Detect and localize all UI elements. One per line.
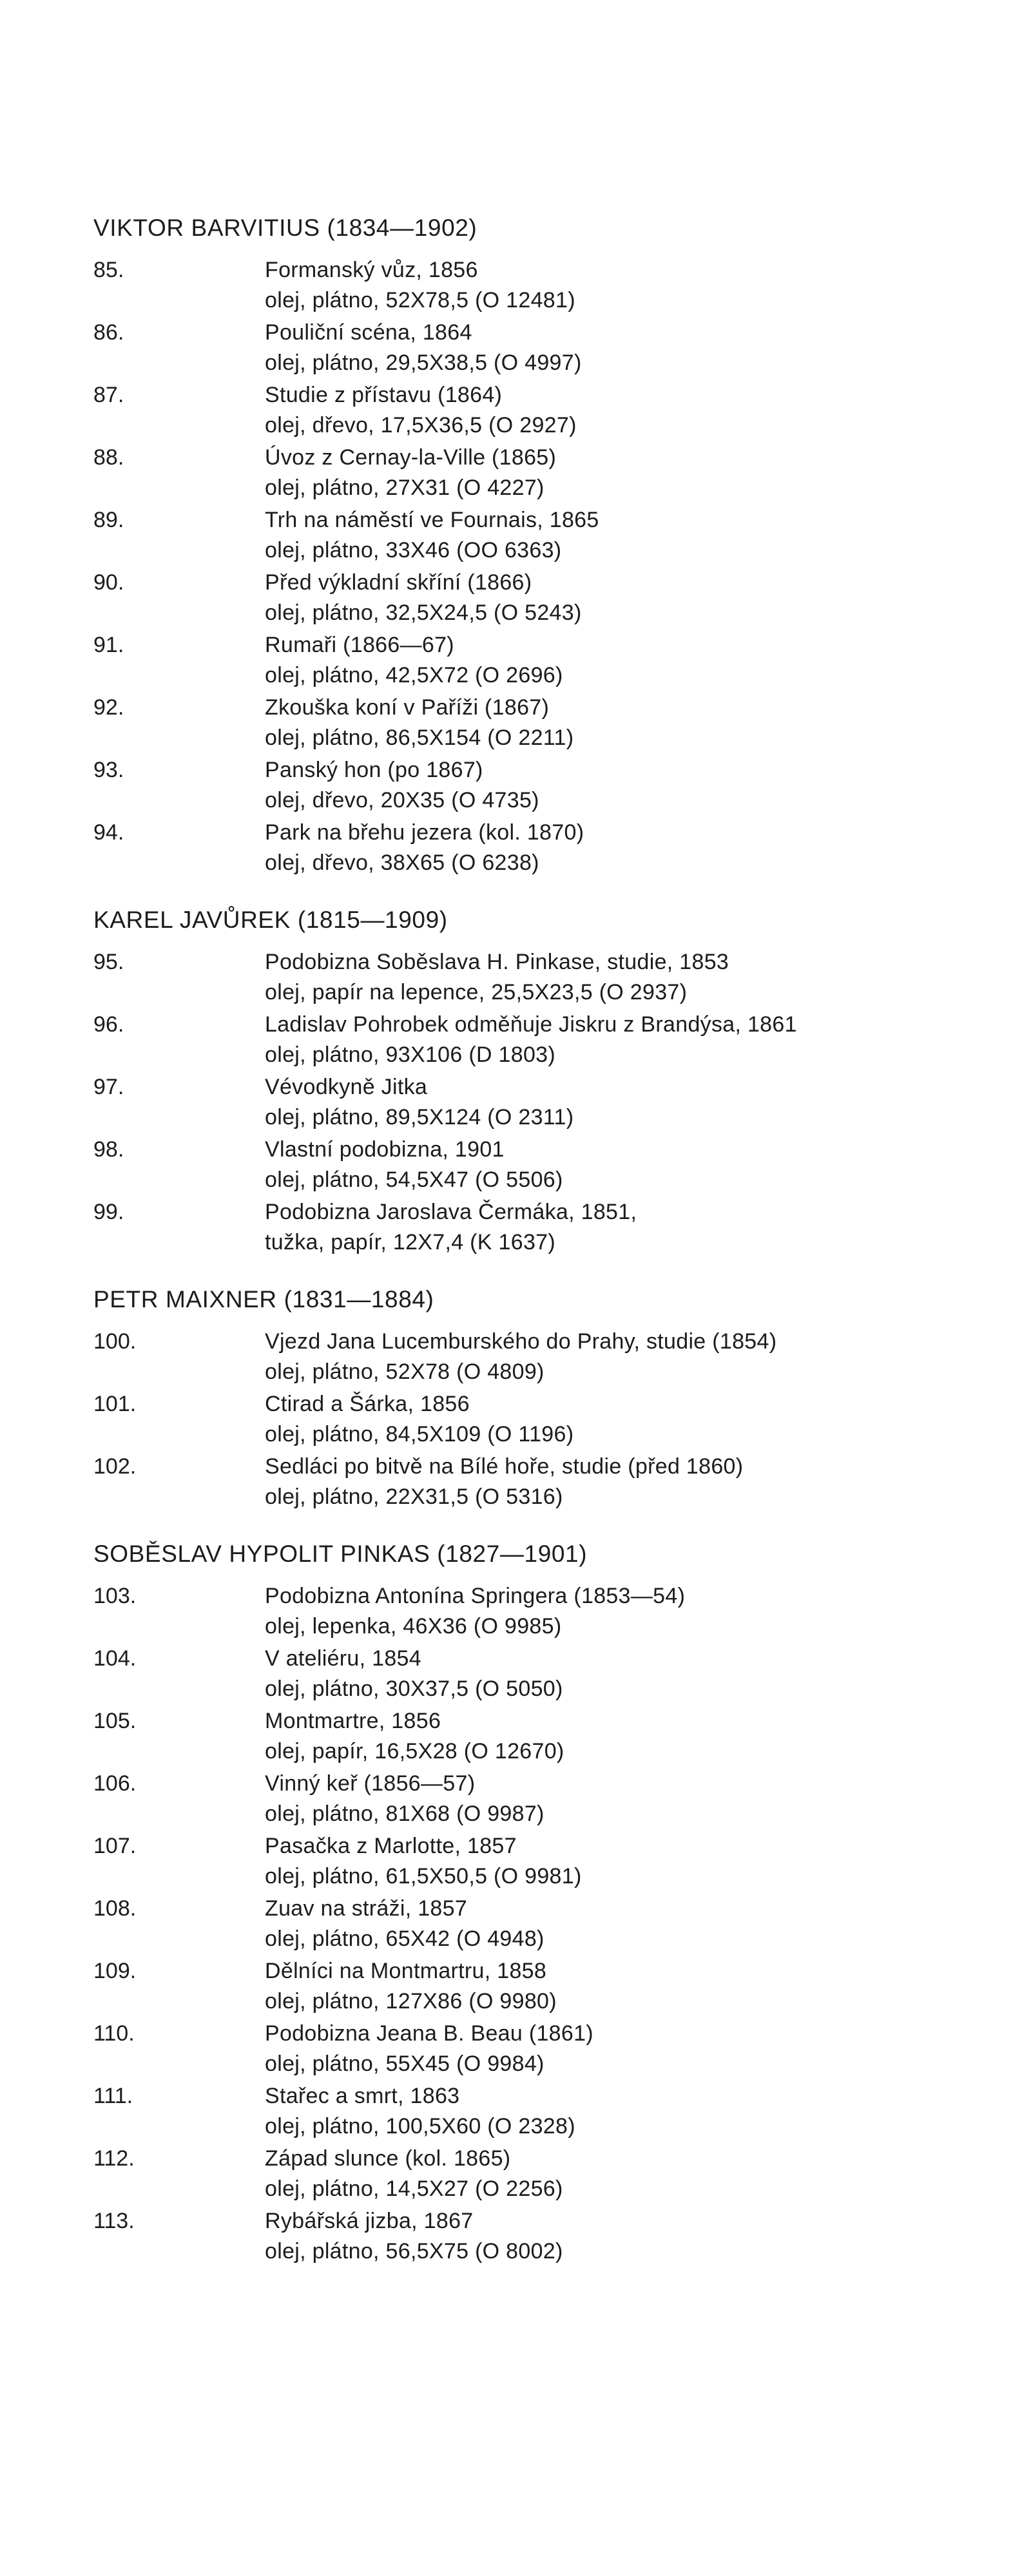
catalog-entry (93, 818, 957, 879)
entry-details: olej, plátno, 27X31 (O 4227) (265, 476, 544, 500)
entry-title: Podobizna Soběslava H. Pinkase, studie, 1853 (265, 950, 729, 974)
entry-number: 105. (93, 1709, 137, 1733)
artist-heading: PETR MAIXNER (1831—1884) (93, 1286, 434, 1312)
entry-details: olej, plátno, 65X42 (O 4948) (265, 1927, 544, 1951)
entry-title: Vinný keř (1856—57) (265, 1771, 476, 1796)
catalog-entry (93, 380, 957, 442)
entry-number: 100. (93, 1329, 137, 1354)
entry-title: Podobizna Jeana B. Beau (1861) (265, 2021, 593, 2046)
artist-heading: VIKTOR BARVITIUS (1834—1902) (93, 215, 477, 241)
entry-title: Západ slunce (kol. 1865) (265, 2146, 511, 2171)
entry-details: olej, lepenka, 46X36 (O 9985) (265, 1614, 562, 1639)
section-spacer (93, 880, 957, 905)
catalog-entry (93, 1452, 957, 1514)
catalog-entry (93, 1894, 957, 1956)
entry-details: olej, plátno, 89,5X124 (O 2311) (265, 1105, 574, 1129)
entry-details: olej, plátno, 29,5X38,5 (O 4997) (265, 351, 582, 375)
entry-title: Podobizna Antonína Springera (1853—54) (265, 1584, 686, 1608)
catalog-entry (93, 505, 957, 567)
entry-details: olej, plátno, 42,5X72 (O 2696) (265, 663, 563, 687)
section-spacer (93, 1514, 957, 1539)
entry-details: olej, plátno, 86,5X154 (O 2211) (265, 726, 574, 750)
catalog-entry (93, 2144, 957, 2206)
entry-number: 99. (93, 1200, 124, 1224)
catalog-entry (93, 1706, 957, 1768)
catalog-entry (93, 1831, 957, 1893)
entry-title: Park na břehu jezera (kol. 1870) (265, 820, 584, 845)
catalog-entry (93, 443, 957, 505)
entry-number: 86. (93, 320, 124, 345)
catalog-entry (93, 1010, 957, 1072)
entry-title: Panský hon (po 1867) (265, 758, 483, 782)
entry-details: olej, plátno, 32,5X24,5 (O 5243) (265, 601, 582, 625)
entry-title: Vjezd Jana Lucemburského do Prahy, studie (1854) (265, 1329, 777, 1354)
entry-title: Zuav na stráži, 1857 (265, 1896, 468, 1921)
artist-section (93, 213, 957, 905)
catalog-entry (93, 2081, 957, 2143)
entry-title: Dělníci na Montmartru, 1858 (265, 1959, 547, 1983)
catalog-entry (93, 630, 957, 692)
entry-number: 112. (93, 2146, 135, 2171)
entry-number: 106. (93, 1771, 137, 1796)
entry-number: 109. (93, 1959, 137, 1983)
entry-number: 90. (93, 570, 124, 595)
entry-title: Zkouška koní v Paříži (1867) (265, 695, 550, 720)
catalog-entry (93, 2206, 957, 2268)
entry-title: Vévodkyně Jitka (265, 1075, 428, 1099)
entry-details: olej, plátno, 81X68 (O 9987) (265, 1802, 544, 1826)
artist-heading: KAREL JAVŮREK (1815—1909) (93, 907, 448, 933)
entry-details: olej, plátno, 55X45 (O 9984) (265, 2052, 544, 2076)
entry-title: Trh na náměstí ve Fournais, 1865 (265, 508, 599, 532)
entry-number: 97. (93, 1075, 124, 1099)
catalog-entry (93, 1581, 957, 1643)
entry-title: Vlastní podobizna, 1901 (265, 1137, 505, 1162)
entry-number: 92. (93, 695, 124, 720)
catalog-entry (93, 568, 957, 630)
catalog-entry (93, 1644, 957, 1706)
entry-title: Ctirad a Šárka, 1856 (265, 1392, 470, 1416)
entry-number: 93. (93, 758, 124, 782)
entry-number: 87. (93, 383, 124, 407)
entry-details: olej, plátno, 52X78,5 (O 12481) (265, 288, 575, 312)
catalog-page (93, 213, 957, 2269)
entry-details: olej, plátno, 52X78 (O 4809) (265, 1360, 544, 1384)
entry-number: 101. (93, 1392, 137, 1416)
entry-number: 104. (93, 1646, 137, 1671)
entry-number: 103. (93, 1584, 137, 1608)
entry-title: Pasačka z Marlotte, 1857 (265, 1834, 517, 1858)
catalog-entry (93, 1197, 957, 1259)
entry-number: 89. (93, 508, 124, 532)
catalog-entry (93, 1389, 957, 1451)
entry-details: olej, plátno, 84,5X109 (O 1196) (265, 1422, 574, 1447)
entry-number: 113. (93, 2209, 135, 2233)
entry-details: olej, plátno, 61,5X50,5 (O 9981) (265, 1864, 582, 1889)
entry-details: olej, dřevo, 17,5X36,5 (O 2927) (265, 413, 577, 437)
entry-details: olej, dřevo, 20X35 (O 4735) (265, 788, 539, 812)
entry-title: V ateliéru, 1854 (265, 1646, 421, 1671)
entry-number: 96. (93, 1012, 124, 1037)
artist-heading: SOBĚSLAV HYPOLIT PINKAS (1827—1901) (93, 1541, 588, 1567)
entry-title: Před výkladní skříní (1866) (265, 570, 532, 595)
catalog-entry (93, 693, 957, 755)
entry-number: 111. (93, 2084, 133, 2108)
catalog-entry (93, 947, 957, 1009)
entry-details: olej, plátno, 100,5X60 (O 2328) (265, 2114, 575, 2139)
entry-details: olej, papír na lepence, 25,5X23,5 (O 2937) (265, 980, 688, 1004)
entry-details: olej, papír, 16,5X28 (O 12670) (265, 1739, 564, 1764)
entry-details: olej, plátno, 127X86 (O 9980) (265, 1989, 557, 2014)
entry-title: Studie z přístavu (1864) (265, 383, 503, 407)
entry-number: 85. (93, 258, 124, 282)
catalog-entry (93, 755, 957, 817)
entry-number: 88. (93, 445, 124, 470)
entry-number: 98. (93, 1137, 124, 1162)
entry-title: Úvoz z Cernay-la-Ville (1865) (265, 445, 557, 470)
catalog-entry (93, 255, 957, 317)
entry-title: Pouliční scéna, 1864 (265, 320, 472, 345)
entry-title: Formanský vůz, 1856 (265, 258, 478, 282)
catalog-entry (93, 1327, 957, 1389)
catalog-entry (93, 318, 957, 380)
entry-title: Rybářská jizba, 1867 (265, 2209, 474, 2233)
entry-details: tužka, papír, 12X7,4 (K 1637) (265, 1230, 555, 1254)
entry-details: olej, plátno, 33X46 (OO 6363) (265, 538, 562, 562)
entry-details: olej, plátno, 30X37,5 (O 5050) (265, 1677, 563, 1701)
entry-details: olej, plátno, 93X106 (D 1803) (265, 1043, 555, 1067)
catalog-entry (93, 1135, 957, 1197)
artist-section (93, 1284, 957, 1539)
entry-title: Stařec a smrt, 1863 (265, 2084, 460, 2108)
entry-details: olej, dřevo, 38X65 (O 6238) (265, 851, 539, 875)
entry-title: Ladislav Pohrobek odměňuje Jiskru z Brandýsa, 1861 (265, 1012, 797, 1037)
entry-title: Montmartre, 1856 (265, 1709, 441, 1733)
section-spacer (93, 1260, 957, 1284)
artist-section (93, 1539, 957, 2268)
catalog-entry (93, 2019, 957, 2081)
artist-section (93, 905, 957, 1284)
catalog-entry (93, 1072, 957, 1134)
entry-number: 107. (93, 1834, 137, 1858)
entry-number: 110. (93, 2021, 135, 2046)
entry-title: Rumaři (1866—67) (265, 633, 454, 657)
catalog-entry (93, 1956, 957, 2018)
entry-title: Podobizna Jaroslava Čermáka, 1851, (265, 1200, 637, 1224)
entry-number: 102. (93, 1454, 137, 1479)
entry-details: olej, plátno, 56,5X75 (O 8002) (265, 2239, 563, 2264)
entry-number: 91. (93, 633, 124, 657)
catalog-entry (93, 1769, 957, 1831)
entry-details: olej, plátno, 22X31,5 (O 5316) (265, 1485, 563, 1509)
entry-number: 108. (93, 1896, 137, 1921)
entry-title: Sedláci po bitvě na Bílé hoře, studie (před 1860) (265, 1454, 744, 1479)
entry-number: 94. (93, 820, 124, 845)
entry-details: olej, plátno, 54,5X47 (O 5506) (265, 1168, 563, 1192)
entry-details: olej, plátno, 14,5X27 (O 2256) (265, 2177, 563, 2201)
entry-number: 95. (93, 950, 124, 974)
